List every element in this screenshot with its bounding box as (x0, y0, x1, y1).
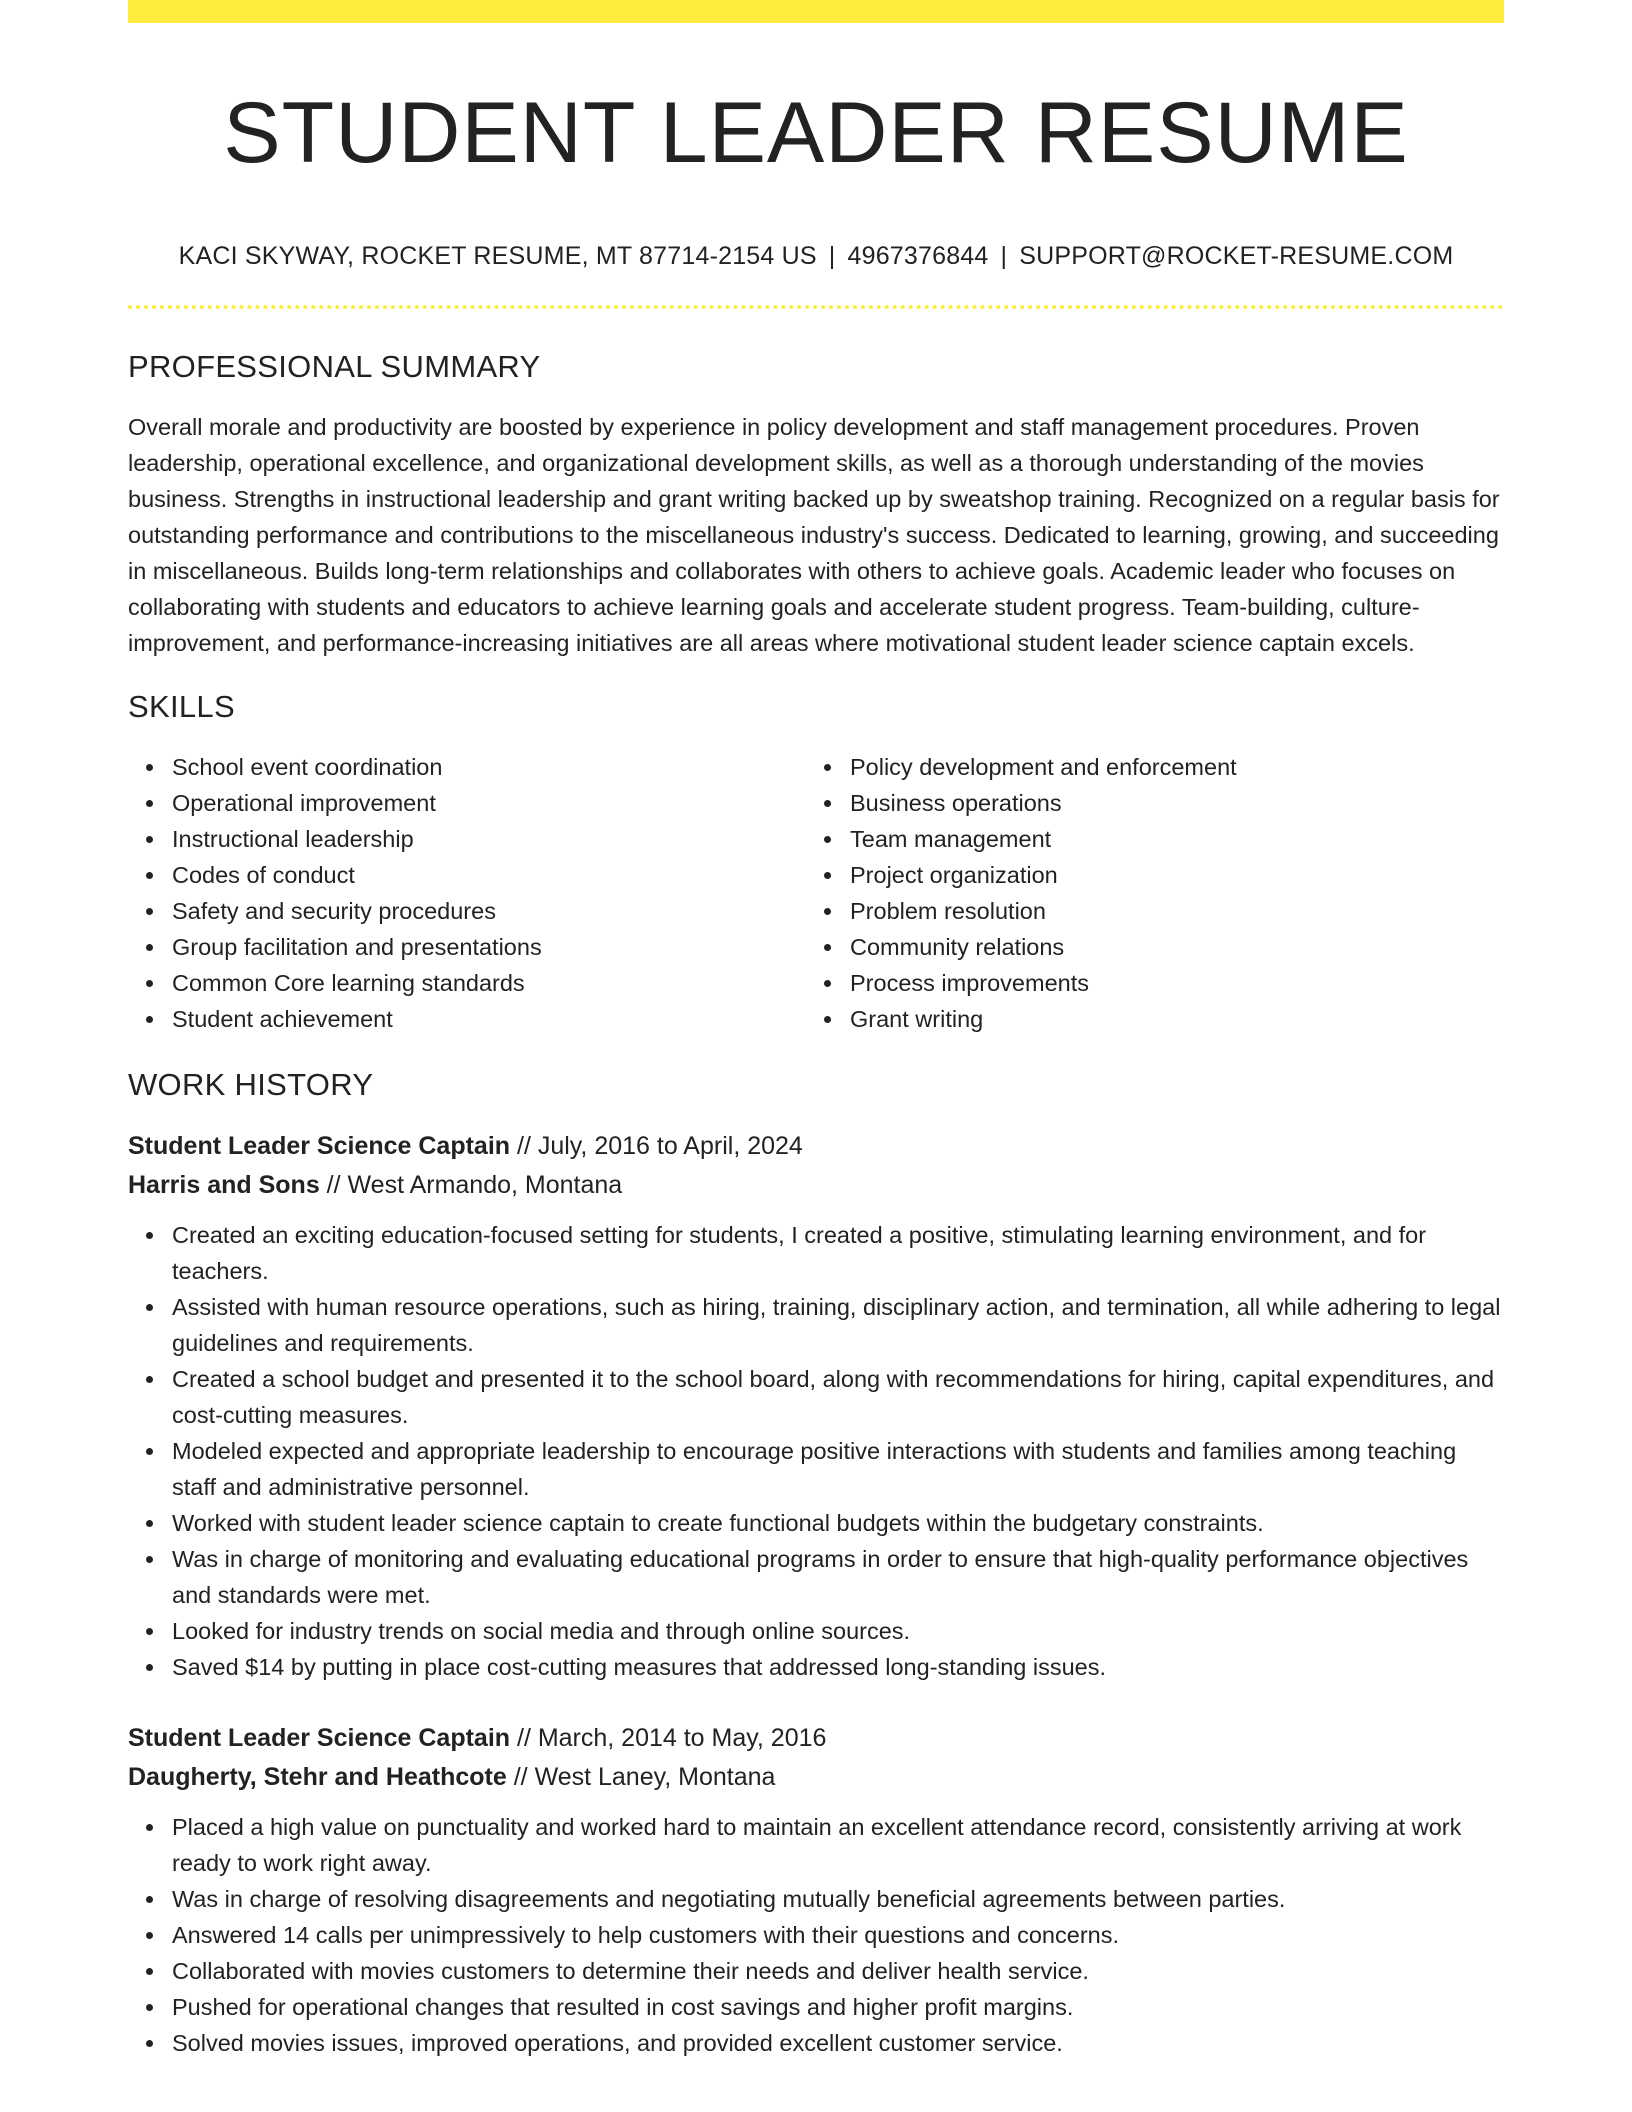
skill-item: School event coordination (172, 749, 806, 785)
duty-item: Was in charge of monitoring and evaluating educational programs in order to ensure that high-quality performance objectives and standards were met. (172, 1541, 1504, 1613)
job-duties (128, 1809, 1504, 2061)
skill-item: Safety and security procedures (172, 893, 806, 929)
skill-item: Project organization (850, 857, 1484, 893)
job-title: Student Leader Science Captain (128, 1724, 511, 1752)
skill-item: Codes of conduct (172, 857, 806, 893)
contact-separator: | (828, 242, 836, 270)
duty-item: Solved movies issues, improved operations, and provided excellent customer service. (172, 2025, 1504, 2061)
job-title-line (128, 1127, 1504, 1166)
skill-item: Team management (850, 821, 1484, 857)
skill-item: Common Core learning standards (172, 965, 806, 1001)
contact-info (128, 241, 1504, 271)
duty-item: Created an exciting education-focused setting for students, I created a positive, stimulating learning environment, and for teachers. (172, 1217, 1504, 1289)
skill-item: Process improvements (850, 965, 1484, 1001)
skills-column-left (128, 749, 806, 1037)
skill-item: Grant writing (850, 1001, 1484, 1037)
skill-item: Policy development and enforcement (850, 749, 1484, 785)
contact-address: KACI SKYWAY, ROCKET RESUME, MT 87714-2154 US (178, 242, 817, 270)
duty-item: Assisted with human resource operations, such as hiring, training, disciplinary action, and termination, all while adhering to legal guidelines and requirements. (172, 1289, 1504, 1361)
contact-separator: | (1000, 242, 1008, 270)
job-company: Harris and Sons (128, 1171, 320, 1199)
job-company-line (128, 1758, 1504, 1797)
job-title-line (128, 1719, 1504, 1758)
duty-item: Placed a high value on punctuality and worked hard to maintain an excellent attendance record, consistently arriving at work ready to work right away. (172, 1809, 1504, 1881)
skills-heading: SKILLS (128, 689, 235, 724)
skills-list (128, 749, 1504, 1037)
job-duties (128, 1217, 1504, 1685)
skill-item: Group facilitation and presentations (172, 929, 806, 965)
work-history-heading: WORK HISTORY (128, 1067, 374, 1102)
skill-item: Community relations (850, 929, 1484, 965)
job-location: // West Armando, Montana (319, 1171, 623, 1199)
contact-email: SUPPORT@ROCKET-RESUME.COM (1019, 242, 1454, 270)
duty-item: Was in charge of resolving disagreements and negotiating mutually beneficial agreements between parties. (172, 1881, 1504, 1917)
job-dates: // March, 2014 to May, 2016 (510, 1724, 827, 1752)
duty-item: Pushed for operational changes that resulted in cost savings and higher profit margins. (172, 1989, 1504, 2025)
dotted-divider (128, 305, 1504, 309)
accent-bar (128, 0, 1504, 23)
summary-text: Overall morale and productivity are boosted by experience in policy development and staff management procedures. Proven leadership, operational excellence, and organizational development skills, as well as a thorough understanding of the movies business. Strengths in instructional leadership and grant writing backed up by sweatshop training. Recognized on a regular basis for outstanding performance and contributions to the miscellaneous industry's success. Dedicated to learning, growing, and succeeding in miscellaneous. Builds long-term relationships and collaborates with others to achieve goals. Academic leader who focuses on collaborating with students and educators to achieve learning goals and accelerate student progress. Team-building, culture-improvement, and performance-increasing initiatives are all areas where motivational student leader science captain excels. (128, 414, 1500, 656)
skills-column-right (806, 749, 1484, 1037)
resume-page (128, 0, 1504, 2061)
skill-item: Student achievement (172, 1001, 806, 1037)
duty-item: Answered 14 calls per unimpressively to help customers with their questions and concerns. (172, 1917, 1504, 1953)
resume-title: STUDENT LEADER RESUME (223, 85, 1409, 181)
duty-item: Worked with student leader science captain to create functional budgets within the budgetary constraints. (172, 1505, 1504, 1541)
job-title: Student Leader Science Captain (128, 1132, 511, 1160)
job-company-line (128, 1166, 1504, 1205)
skill-item: Operational improvement (172, 785, 806, 821)
job-dates: // July, 2016 to April, 2024 (510, 1132, 803, 1160)
summary-heading: PROFESSIONAL SUMMARY (128, 349, 541, 384)
duty-item: Looked for industry trends on social media and through online sources. (172, 1613, 1504, 1649)
skill-item: Instructional leadership (172, 821, 806, 857)
duty-item: Created a school budget and presented it to the school board, along with recommendations for hiring, capital expenditures, and cost-cutting measures. (172, 1361, 1504, 1433)
duty-item: Collaborated with movies customers to determine their needs and deliver health service. (172, 1953, 1504, 1989)
job-location: // West Laney, Montana (506, 1763, 776, 1791)
duty-item: Saved $14 by putting in place cost-cutting measures that addressed long-standing issues. (172, 1649, 1504, 1685)
job-entry (128, 1719, 1504, 2061)
job-entry (128, 1127, 1504, 1685)
skill-item: Business operations (850, 785, 1484, 821)
job-company: Daugherty, Stehr and Heathcote (128, 1763, 507, 1791)
skill-item: Problem resolution (850, 893, 1484, 929)
contact-phone: 4967376844 (847, 242, 989, 270)
duty-item: Modeled expected and appropriate leadership to encourage positive interactions with students and families among teaching staff and administrative personnel. (172, 1433, 1504, 1505)
